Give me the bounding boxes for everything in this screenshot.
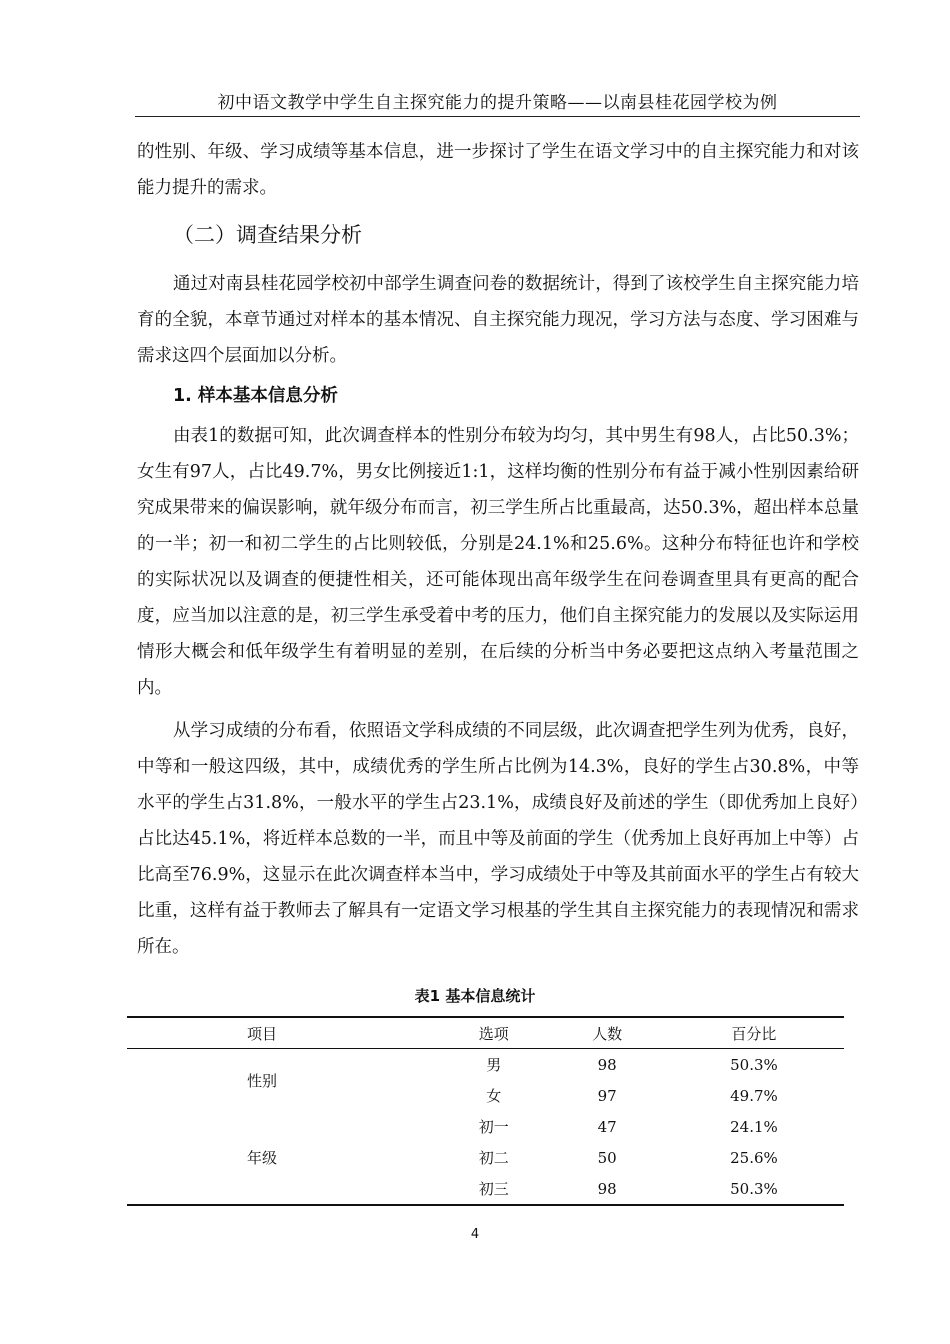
percent-cell: 50.3%	[730, 1179, 778, 1198]
group-label: 性别	[247, 1071, 278, 1090]
header-option: 选项	[478, 1024, 509, 1043]
paragraph-overview: 通过对南县桂花园学校初中部学生调查问卷的数据统计，得到了该校学生自主探究能力培育的全貌，本章节通过对样本的基本情况、自主探究能力现况，学习方法与态度、学习困难与需求这四个层面加以分析。	[137, 274, 859, 366]
count-cell: 47	[597, 1117, 617, 1136]
count-cell: 98	[597, 1055, 617, 1074]
table-caption: 表1 基本信息统计	[414, 987, 536, 1005]
paragraph-intro-continuation: 的性别、年级、学习成绩等基本信息，进一步探讨了学生在语文学习中的自主探究能力和对该能力提升的需求。	[137, 142, 859, 198]
percent-cell: 25.6%	[730, 1148, 778, 1167]
subsection-title: 1. 样本基本信息分析	[173, 386, 338, 406]
option-cell: 女	[486, 1087, 502, 1105]
paragraph-sample-analysis: 由表1的数据可知，此次调查样本的性别分布较为均匀，其中男生有98人，占比50.3%；女生有97人，占比49.7%，男女比例接近1:1，这样均衡的性别分布有益于减小性别因素给研究成果带来的偏误影响，就年级分布而言，初三学生所占比重最高，达50.3%，超出样本总量的一半；初一和初二学生的占比则较低，分别是24.1%和25.6%。这种分布特征也许和学校的实际状况以及调查的便捷性相关，还可能体现出高年级学生在问卷调查里具有更高的配合度，应当加以注意的是，初三学生承受着中考的压力，他们自主探究能力的发展以及实际运用情形大概会和低年级学生有着明显的差别，在后续的分析当中务必要把这点纳入考量范围之内。	[137, 426, 859, 698]
basic-info-table	[127, 1016, 844, 1206]
option-cell: 初三	[478, 1180, 509, 1198]
running-header: 初中语文教学中学生自主探究能力的提升策略——以南县桂花园学校为例	[135, 90, 860, 117]
header-item: 项目	[247, 1024, 278, 1043]
option-cell: 初一	[478, 1118, 509, 1136]
table-row	[127, 1049, 844, 1081]
page-number: 4	[470, 1227, 480, 1242]
section-title: （二）调查结果分析	[173, 223, 362, 247]
percent-cell: 49.7%	[730, 1086, 778, 1105]
table-row	[127, 1111, 844, 1142]
paragraph-grade-analysis: 从学习成绩的分布看，依照语文学科成绩的不同层级，此次调查把学生列为优秀，良好，中等和一般这四级，其中，成绩优秀的学生所占比例为14.3%，良好的学生占30.8%，中等水平的学生占31.8%，一般水平的学生占23.1%，成绩良好及前述的学生（即优秀加上良好）占比达45.1%，将近样本总数的一半，而且中等及前面的学生（优秀加上良好再加上中等）占比高至76.9%，这显示在此次调查样本当中，学习成绩处于中等及其前面水平的学生占有较大比重，这样有益于教师去了解具有一定语文学习根基的学生其自主探究能力的表现情况和需求所在。	[137, 721, 859, 957]
option-cell: 初二	[478, 1149, 509, 1167]
group-label: 年级	[247, 1149, 278, 1167]
table-header-row	[127, 1017, 844, 1049]
percent-cell: 50.3%	[730, 1055, 778, 1074]
header-percent: 百分比	[731, 1024, 777, 1043]
count-cell: 97	[597, 1086, 617, 1105]
option-cell: 男	[486, 1056, 502, 1074]
header-count: 人数	[592, 1024, 623, 1043]
count-cell: 50	[597, 1148, 617, 1167]
percent-cell: 24.1%	[730, 1117, 778, 1136]
count-cell: 98	[597, 1179, 617, 1198]
